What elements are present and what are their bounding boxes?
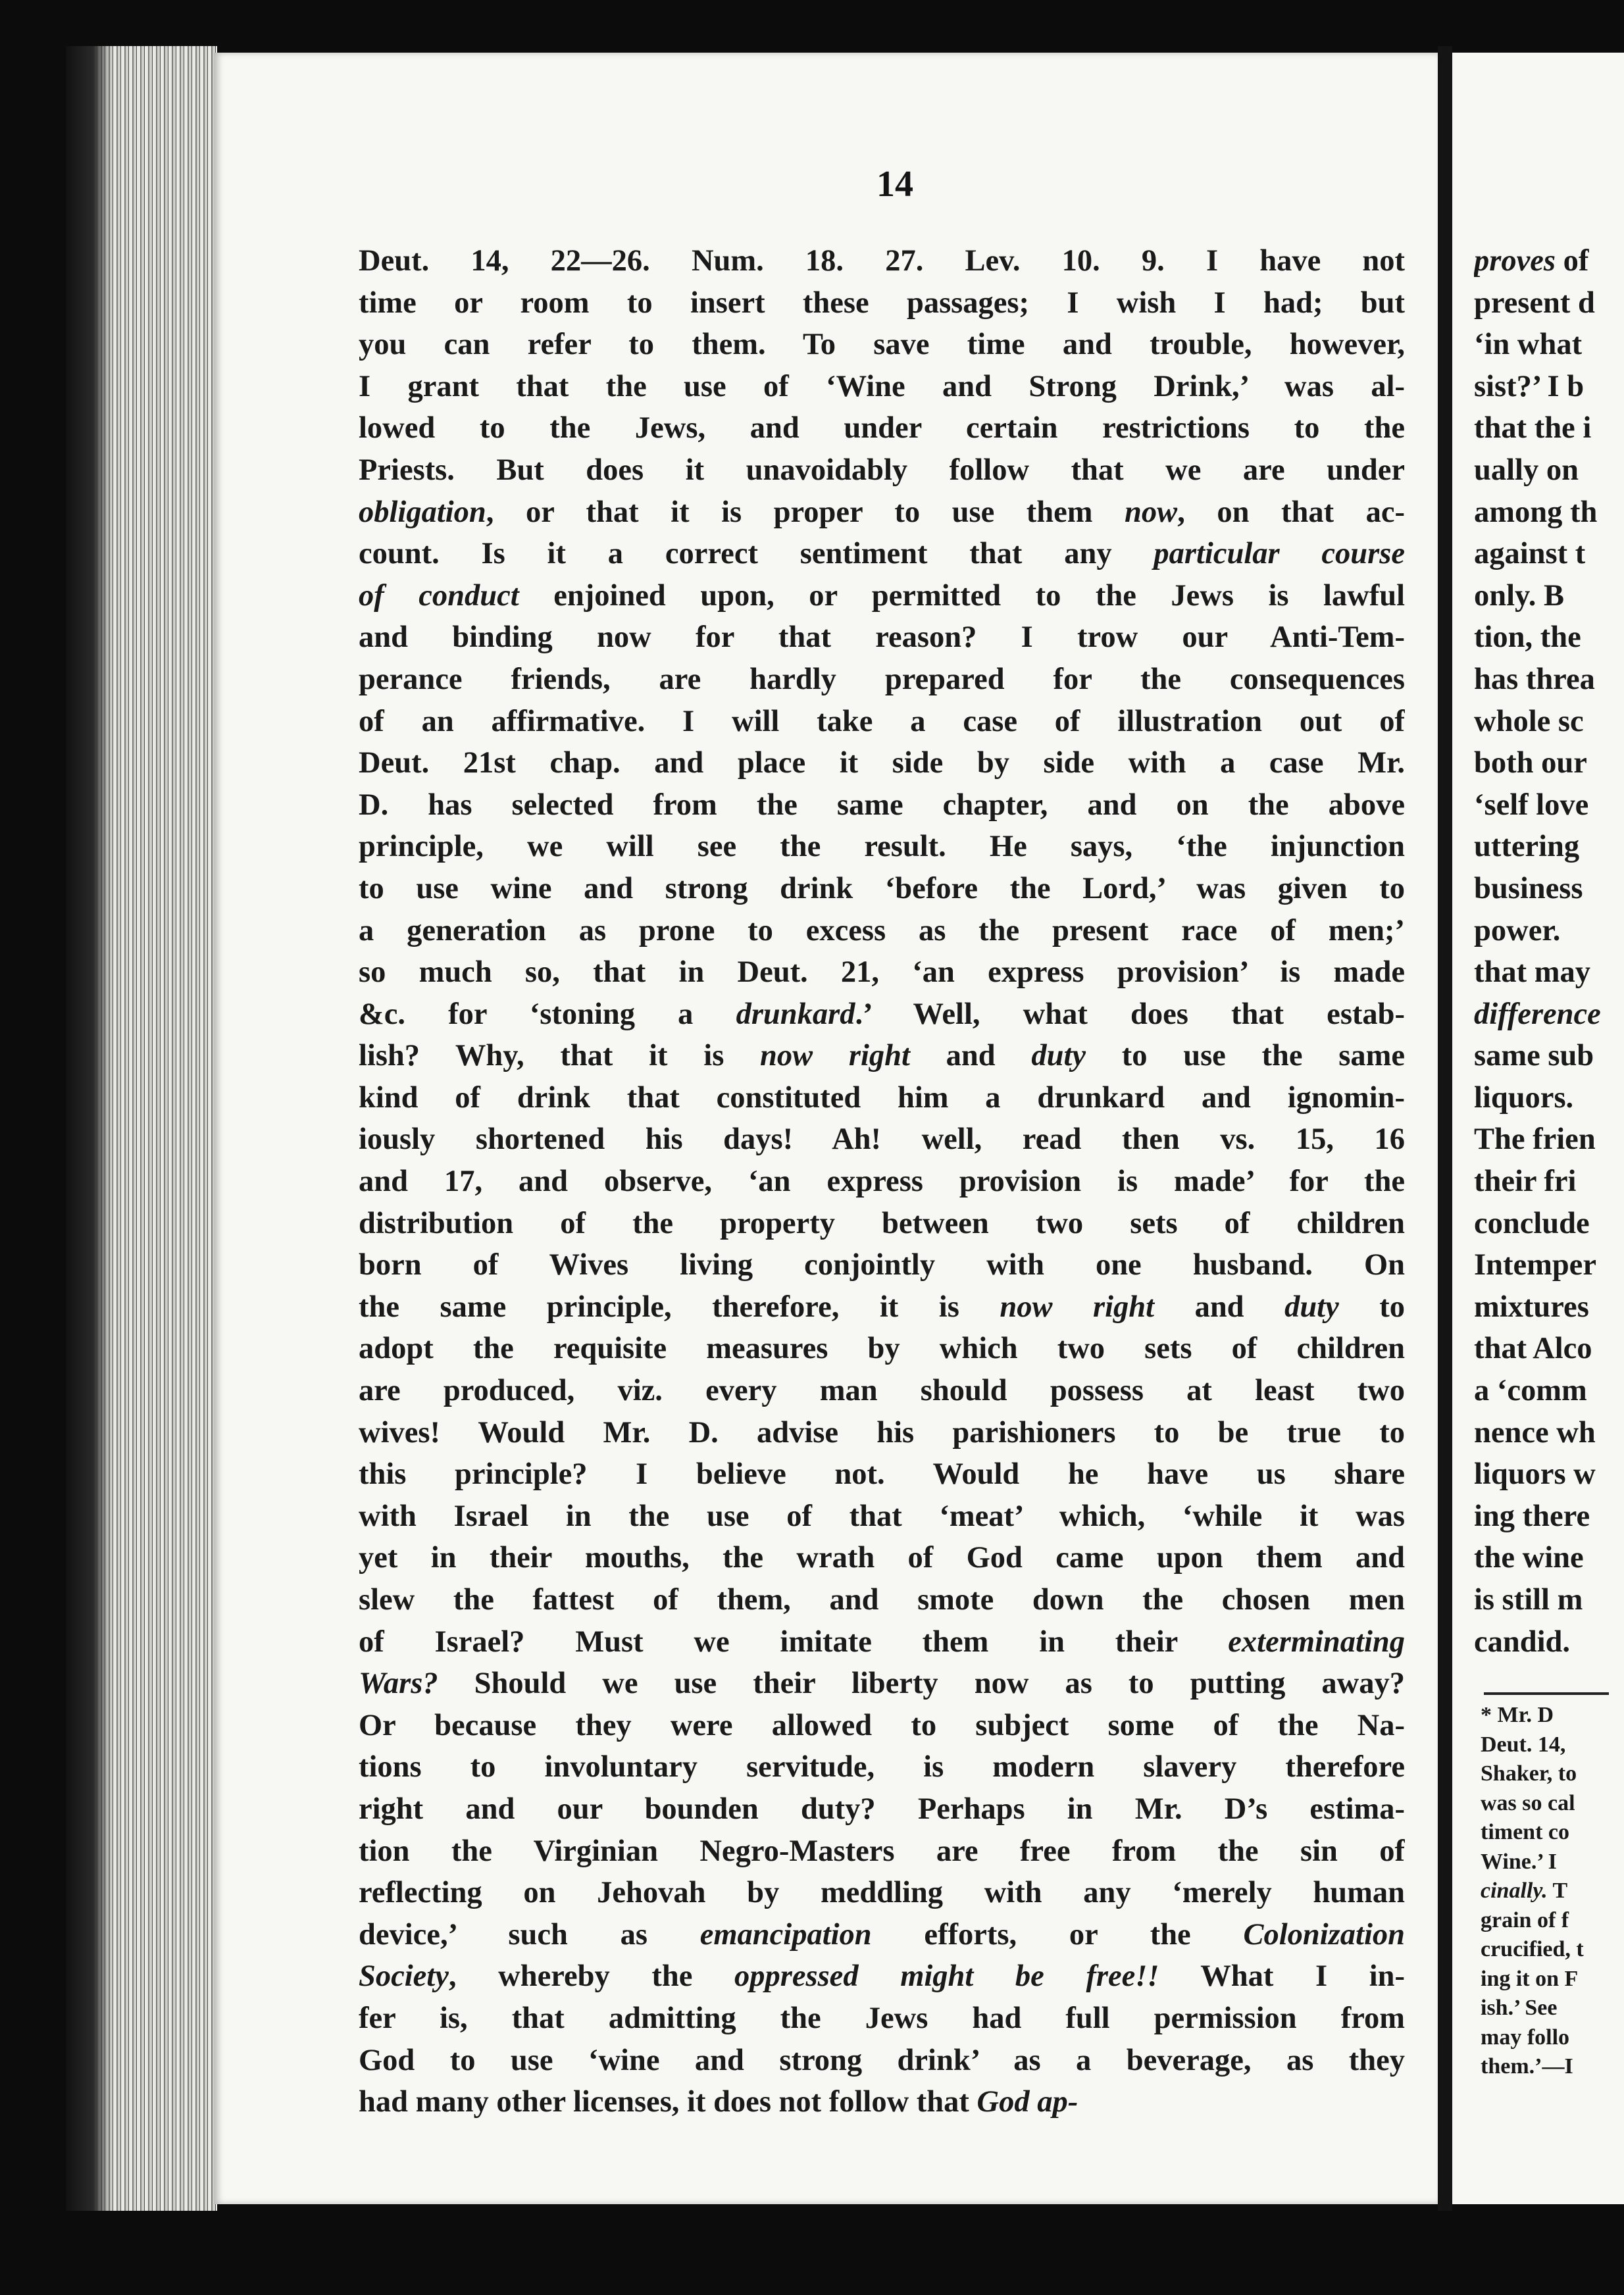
text-segment: fer is, that admitting the Jews had full permission from xyxy=(359,2001,1405,2035)
text-line xyxy=(359,1788,1405,1830)
text-line xyxy=(1474,240,1624,282)
text-line xyxy=(1474,868,1624,910)
text-segment: &c. for ‘stoning a xyxy=(359,997,736,1031)
text-line xyxy=(359,240,1405,282)
text-line xyxy=(359,2040,1405,2082)
text-line xyxy=(359,449,1405,492)
text-line xyxy=(1474,449,1624,492)
text-line xyxy=(1474,994,1624,1036)
text-line xyxy=(1474,1077,1624,1119)
text-segment: that Alco xyxy=(1474,1332,1592,1366)
text-segment: efforts, or the xyxy=(871,1917,1244,1952)
text-line xyxy=(1474,910,1624,952)
italic-text: Society xyxy=(359,1959,449,1994)
text-line xyxy=(359,1286,1405,1328)
text-segment: ‘self love xyxy=(1474,788,1589,822)
text-segment: God to use ‘wine and strong drink’ as a beverage, as they xyxy=(359,2043,1405,2077)
text-line xyxy=(1474,1370,1624,1412)
text-segment: principle, we will see the result. He says, ‘the injunction xyxy=(359,830,1405,864)
text-line xyxy=(359,1328,1405,1370)
text-segment: them.’—I xyxy=(1481,2054,1573,2079)
text-line xyxy=(359,282,1405,324)
text-segment: is still m xyxy=(1474,1583,1583,1617)
text-line xyxy=(1474,1496,1624,1538)
text-line xyxy=(1474,742,1624,784)
italic-text: exterminating xyxy=(1228,1625,1405,1659)
text-segment: had many other licenses, it does not follow that xyxy=(359,2085,977,2119)
text-line xyxy=(1481,1965,1624,1994)
text-segment: tion, the xyxy=(1474,620,1581,655)
text-segment: tions to involuntary servitude, is modern slavery therefore xyxy=(359,1750,1405,1784)
text-segment: Shaker, to xyxy=(1481,1761,1577,1786)
text-segment: to use the same xyxy=(1086,1039,1405,1073)
text-line xyxy=(1474,1119,1624,1161)
text-segment: a ‘comm xyxy=(1474,1374,1587,1408)
italic-text: obligation xyxy=(359,495,486,529)
text-segment: ing there xyxy=(1474,1499,1590,1533)
text-line xyxy=(1474,366,1624,408)
right-page-footnotes xyxy=(1481,1701,1624,2082)
italic-text: particular course xyxy=(1154,537,1405,571)
text-segment: may follo xyxy=(1481,2025,1570,2050)
text-segment: both our xyxy=(1474,746,1587,780)
text-line xyxy=(359,1914,1405,1956)
text-line xyxy=(359,1830,1405,1873)
text-segment: ing it on F xyxy=(1481,1966,1579,1991)
text-segment: wives! Would Mr. D. advise his parishioners to be true to xyxy=(359,1415,1405,1450)
text-segment: yet in their mouths, the wrath of God came upon them and xyxy=(359,1541,1405,1575)
text-line xyxy=(1474,951,1624,994)
text-segment: time or room to insert these passages; I wish I had; but xyxy=(359,286,1405,320)
text-segment: reflecting on Jehovah by meddling with any ‘merely human xyxy=(359,1876,1405,1910)
italic-text: difference xyxy=(1474,997,1601,1031)
text-segment: whole sc xyxy=(1474,704,1584,738)
text-segment: ish.’ See xyxy=(1481,1996,1558,2020)
italic-text: Wars? xyxy=(359,1667,438,1701)
text-segment: Deut. 21st chap. and place it side by side with a case Mr. xyxy=(359,746,1405,780)
text-segment: enjoined upon, or permitted to the Jews is lawful xyxy=(519,578,1405,613)
text-segment: liquors w xyxy=(1474,1457,1596,1492)
text-segment: sist?’ I b xyxy=(1474,369,1585,403)
text-line xyxy=(359,1203,1405,1245)
text-segment: so much so, that in Deut. 21, ‘an express provision’ is made xyxy=(359,955,1405,990)
text-line xyxy=(359,784,1405,826)
text-segment: adopt the requisite measures by which two sets of children xyxy=(359,1332,1405,1366)
text-line xyxy=(359,1579,1405,1621)
text-line xyxy=(359,324,1405,366)
text-line xyxy=(359,1496,1405,1538)
text-segment: mixtures xyxy=(1474,1290,1589,1324)
text-line xyxy=(359,742,1405,784)
text-line xyxy=(1481,1730,1624,1760)
text-segment: I grant that the use of ‘Wine and Strong Drink,’ was al- xyxy=(359,369,1405,403)
text-line xyxy=(1481,2052,1624,2082)
scan-bottom-border xyxy=(0,2211,1624,2295)
text-line xyxy=(359,1621,1405,1663)
text-segment: tion the Virginian Negro-Masters are free from the sin of xyxy=(359,1834,1405,1868)
text-segment: Priests. But does it unavoidably follow that we are under xyxy=(359,453,1405,487)
text-segment: device,’ such as xyxy=(359,1917,700,1952)
text-line xyxy=(359,1537,1405,1579)
text-line xyxy=(359,533,1405,575)
text-segment: and 17, and observe, ‘an express provision is made’ for the xyxy=(359,1165,1405,1199)
text-segment: to xyxy=(1338,1290,1405,1324)
text-line xyxy=(359,1663,1405,1705)
text-segment: among th xyxy=(1474,495,1598,529)
italic-text: of conduct xyxy=(359,578,519,613)
italic-text: drunkard xyxy=(736,997,855,1031)
book-gutter xyxy=(1438,46,1452,2211)
text-line xyxy=(1481,1818,1624,1848)
text-segment: Wine.’ I xyxy=(1481,1849,1557,1874)
text-segment: against t xyxy=(1474,537,1586,571)
text-segment: was so cal xyxy=(1481,1790,1575,1815)
text-line xyxy=(1474,1244,1624,1286)
text-line xyxy=(359,1412,1405,1454)
text-line xyxy=(359,492,1405,534)
text-line xyxy=(359,826,1405,868)
text-line xyxy=(1481,1935,1624,1965)
text-segment: liquors. xyxy=(1474,1080,1574,1115)
text-segment: that may xyxy=(1474,955,1590,990)
text-segment: present d xyxy=(1474,286,1595,320)
text-segment: right and our bounden duty? Perhaps in Mr. D’s estima- xyxy=(359,1792,1405,1826)
text-segment: of an affirmative. I will take a case of illustration out of xyxy=(359,704,1405,738)
italic-text: proves xyxy=(1474,244,1556,278)
text-line xyxy=(1474,1579,1624,1621)
text-line xyxy=(1474,1537,1624,1579)
text-segment: iously shortened his days! Ah! well, read then vs. 15, 16 xyxy=(359,1122,1405,1157)
text-segment: and xyxy=(1154,1290,1285,1324)
text-segment: of xyxy=(1555,244,1589,278)
text-segment: Intemper xyxy=(1474,1248,1596,1282)
text-segment: of Israel? Must we imitate them in their xyxy=(359,1625,1229,1659)
text-line xyxy=(359,366,1405,408)
text-line xyxy=(1481,1701,1624,1730)
text-line xyxy=(1474,492,1624,534)
spine-shadow xyxy=(66,46,112,2211)
text-line xyxy=(1481,1906,1624,1936)
text-segment: and binding now for that reason? I trow our Anti-Tem- xyxy=(359,620,1405,655)
text-segment: What I in- xyxy=(1159,1959,1405,1994)
text-line xyxy=(1474,575,1624,617)
italic-text: now xyxy=(1125,495,1178,529)
text-segment: Deut. 14, xyxy=(1481,1732,1566,1757)
text-segment: Should we use their liberty now as to putting away? xyxy=(438,1667,1405,1701)
text-segment: this principle? I believe not. Would he have us share xyxy=(359,1457,1405,1492)
text-segment: lish? Why, that it is xyxy=(359,1039,761,1073)
text-line xyxy=(359,1035,1405,1077)
left-page-body-text xyxy=(359,240,1405,2123)
text-segment: * Mr. D xyxy=(1481,1703,1554,1727)
text-segment: .’ Well, what does that estab- xyxy=(855,997,1405,1031)
text-segment: same sub xyxy=(1474,1039,1594,1073)
text-line xyxy=(1474,282,1624,324)
text-segment: T xyxy=(1547,1879,1568,1903)
text-segment: conclude xyxy=(1474,1206,1590,1240)
text-line xyxy=(1481,1848,1624,1877)
text-line xyxy=(1474,1035,1624,1077)
text-line xyxy=(1481,1994,1624,2023)
text-line xyxy=(1474,659,1624,701)
text-segment: only. B xyxy=(1474,578,1564,613)
text-line xyxy=(1474,617,1624,659)
text-line xyxy=(1474,1328,1624,1370)
text-segment: a generation as prone to excess as the present race of men;’ xyxy=(359,913,1405,947)
text-line xyxy=(1474,1453,1624,1496)
text-segment: D. has selected from the same chapter, and on the above xyxy=(359,788,1405,822)
text-line xyxy=(359,1705,1405,1747)
text-line xyxy=(1474,826,1624,868)
text-line xyxy=(1481,1789,1624,1819)
text-line xyxy=(359,910,1405,952)
text-line xyxy=(359,1955,1405,1998)
text-line xyxy=(359,1746,1405,1788)
text-line xyxy=(1474,1161,1624,1203)
text-segment: lowed to the Jews, and under certain restrictions to the xyxy=(359,411,1405,445)
text-segment: business xyxy=(1474,871,1583,905)
text-segment: ually on xyxy=(1474,453,1579,487)
text-line xyxy=(1481,1759,1624,1789)
text-segment: are produced, viz. every man should possess at least two xyxy=(359,1374,1405,1408)
text-segment: power. xyxy=(1474,913,1561,947)
italic-text: duty xyxy=(1031,1039,1086,1073)
text-segment: the wine xyxy=(1474,1541,1584,1575)
text-segment: the same principle, therefore, it is xyxy=(359,1290,1000,1324)
text-line xyxy=(359,1453,1405,1496)
text-segment: uttering xyxy=(1474,830,1580,864)
italic-text: oppressed might be free!! xyxy=(734,1959,1159,1994)
text-segment: Or because they were allowed to subject some of the Na- xyxy=(359,1708,1405,1742)
italic-text: Colonization xyxy=(1243,1917,1405,1952)
text-line xyxy=(359,868,1405,910)
italic-text: emancipation xyxy=(699,1917,872,1952)
text-segment: Deut. 14, 22—26. Num. 18. 27. Lev. 10. 9. I have not xyxy=(359,244,1405,278)
text-segment: kind of drink that constituted him a drunkard and ignomin- xyxy=(359,1080,1405,1115)
italic-text: now right xyxy=(1000,1290,1155,1324)
text-segment: their fri xyxy=(1474,1165,1577,1199)
text-line xyxy=(1474,1621,1624,1663)
text-line xyxy=(359,1244,1405,1286)
text-segment: distribution of the property between two sets of children xyxy=(359,1206,1405,1240)
text-line xyxy=(1474,1203,1624,1245)
text-segment: slew the fattest of them, and smote down the chosen men xyxy=(359,1583,1405,1617)
text-line xyxy=(1474,701,1624,743)
text-segment: count. Is it a correct sentiment that any xyxy=(359,537,1154,571)
page-number: 14 xyxy=(876,164,913,205)
text-segment: born of Wives living conjointly with one husband. On xyxy=(359,1248,1405,1282)
text-line xyxy=(359,1077,1405,1119)
text-line xyxy=(359,617,1405,659)
text-segment: , whereby the xyxy=(448,1959,734,1994)
text-line xyxy=(1481,2023,1624,2053)
text-segment: with Israel in the use of that ‘meat’ which, ‘while it was xyxy=(359,1499,1405,1533)
text-line xyxy=(1474,784,1624,826)
text-segment: has threa xyxy=(1474,662,1595,696)
text-segment: grain of f xyxy=(1481,1907,1569,1932)
text-line xyxy=(359,1872,1405,1914)
text-line xyxy=(359,701,1405,743)
text-line xyxy=(359,951,1405,994)
text-segment: that the i xyxy=(1474,411,1592,445)
right-page-body-text xyxy=(1474,240,1624,1663)
text-line xyxy=(1474,407,1624,449)
italic-text: now right xyxy=(760,1039,910,1073)
text-line xyxy=(359,1370,1405,1412)
italic-text: cinally. xyxy=(1481,1879,1548,1903)
text-segment: crucified, t xyxy=(1481,1937,1584,1961)
text-line xyxy=(359,994,1405,1036)
italic-text: God ap- xyxy=(977,2085,1078,2119)
text-line xyxy=(1474,1286,1624,1328)
text-line xyxy=(1474,533,1624,575)
text-segment: timent co xyxy=(1481,1820,1570,1844)
italic-text: duty xyxy=(1284,1290,1339,1324)
footnote-rule xyxy=(1484,1692,1609,1695)
text-segment: and xyxy=(909,1039,1032,1073)
text-line xyxy=(1481,1877,1624,1906)
text-line xyxy=(1474,324,1624,366)
text-segment: to use wine and strong drink ‘before the Lord,’ was given to xyxy=(359,871,1405,905)
text-line xyxy=(359,575,1405,617)
text-segment: you can refer to them. To save time and trouble, however, xyxy=(359,328,1405,362)
text-segment: ‘in what xyxy=(1474,328,1583,362)
text-segment: candid. xyxy=(1474,1625,1571,1659)
text-segment: , on that ac- xyxy=(1177,495,1405,529)
text-line xyxy=(359,1119,1405,1161)
text-line xyxy=(359,1161,1405,1203)
text-segment: The frien xyxy=(1474,1122,1596,1157)
text-segment: perance friends, are hardly prepared for the consequences xyxy=(359,662,1405,696)
text-line xyxy=(1474,1412,1624,1454)
text-line xyxy=(359,2081,1405,2123)
text-segment: , or that it is proper to use them xyxy=(486,495,1125,529)
text-line xyxy=(359,407,1405,449)
text-line xyxy=(359,659,1405,701)
text-segment: nence wh xyxy=(1474,1415,1596,1450)
text-line xyxy=(359,1998,1405,2040)
